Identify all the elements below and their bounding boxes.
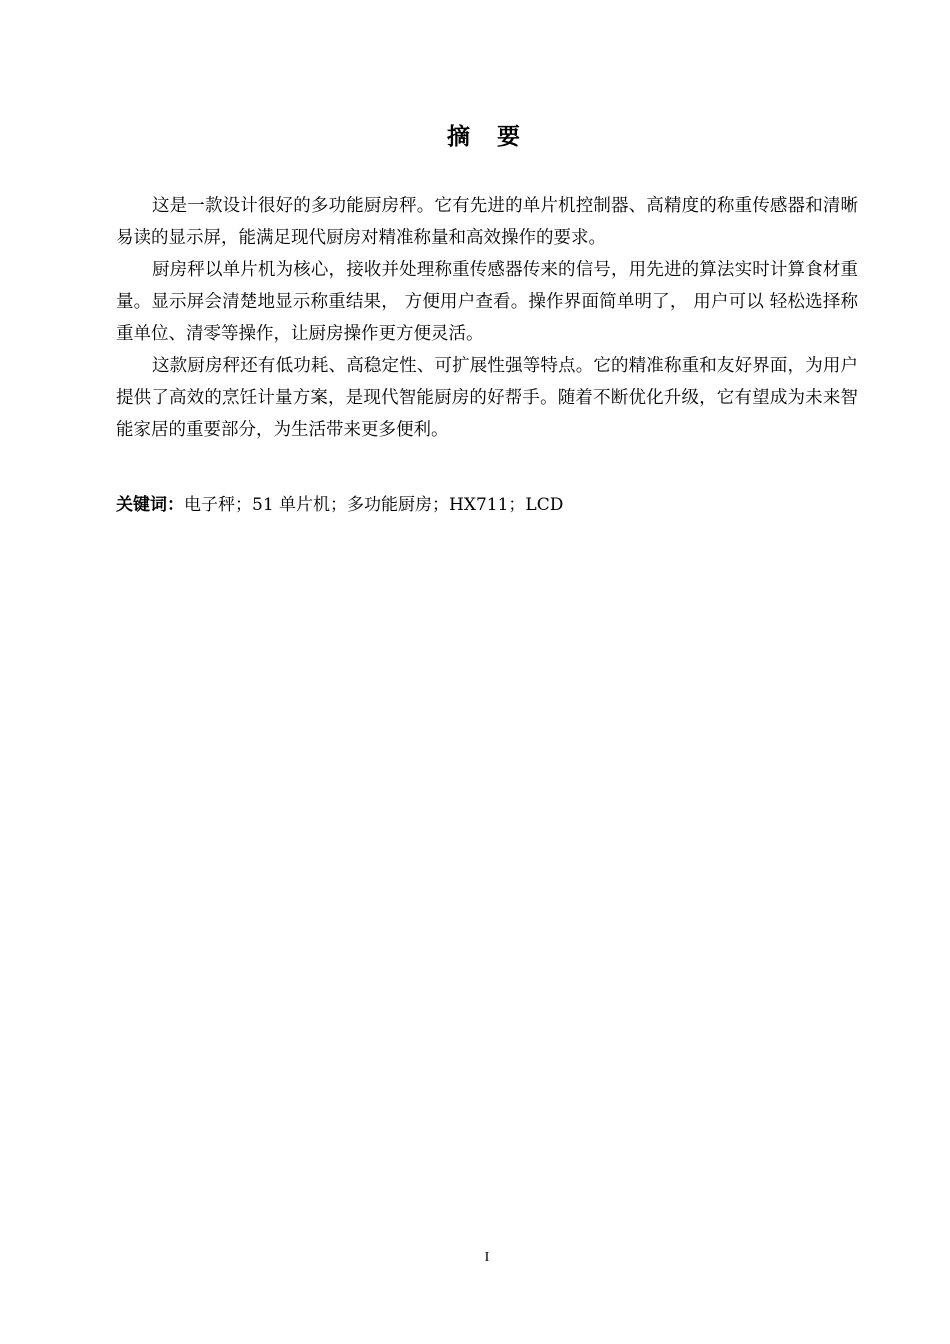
abstract-paragraph-2: 厨房秤以单片机为核心，接收并处理称重传感器传来的信号，用先进的算法实时计算食材重量。显示屏会清楚地显示称重结果， 方便用户查看。操作界面简单明了， 用户可以 轻松选择称重单位、清零等操作，让厨房操作更方便灵活。	[116, 260, 858, 344]
abstract-body	[116, 190, 858, 446]
abstract-title-char-2: 要	[497, 124, 521, 150]
keywords-line	[116, 490, 858, 520]
abstract-paragraph-3: 这款厨房秤还有低功耗、高稳定性、可扩展性强等特点。它的精准称重和友好界面，为用户提供了高效的烹饪计量方案，是现代智能厨房的好帮手。随着不断优化升级，它有望成为未来智能家居的重要部分，为生活带来更多便利。	[116, 356, 858, 440]
abstract-title-char-1: 摘	[447, 124, 471, 150]
abstract-title	[0, 120, 950, 154]
keywords-text: 电子秤；51 单片机；多功能厨房；HX711；LCD	[184, 495, 564, 515]
keywords-label: 关键词：	[116, 495, 184, 515]
abstract-paragraph-1: 这是一款设计很好的多功能厨房秤。它有先进的单片机控制器、高精度的称重传感器和清晰易读的显示屏，能满足现代厨房对精准称量和高效操作的要求。	[116, 196, 858, 248]
page-number: I	[484, 1250, 490, 1265]
